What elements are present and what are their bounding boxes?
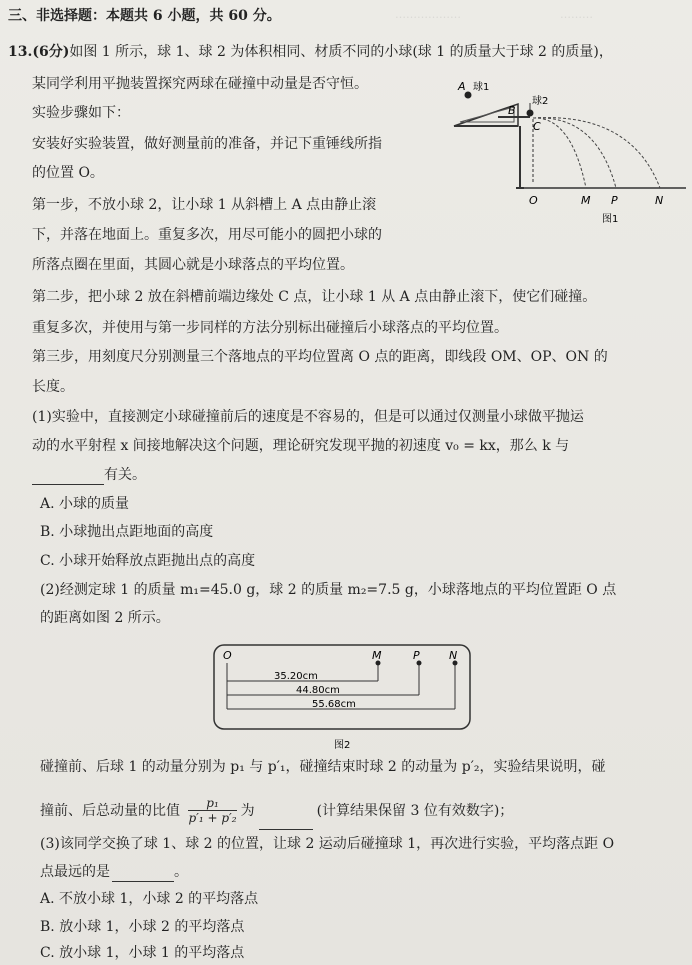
part-1-text-3: 有关。 [32,465,146,485]
part-3-option-c: C. 放小球 1，小球 1 的平均落点 [40,945,245,961]
trajectory-n [533,118,660,188]
answer-blank-2[interactable] [259,829,313,830]
part-3-option-a: A. 不放小球 1，小球 2 的平均落点 [40,891,259,907]
part-2-text-2: 的距离如图 2 所示。 [40,610,170,626]
ramp-inner [460,107,514,122]
answer-blank-3[interactable] [112,881,174,882]
option-b: B. 小球抛出点距地面的高度 [40,524,214,540]
ball-1-marker [465,92,472,99]
fig2-label-n: N [449,649,458,662]
setup-text-2: 的位置 O。 [32,165,104,181]
distance-on: 55.68cm [312,699,356,710]
step-3-text: 第三步，用刻度尺分别测量三个落地点的平均位置离 O 点的距离，即线段 OM、OP、ON 的 [32,349,608,365]
distance-om: 35.20cm [274,671,318,682]
step-3-text-2: 长度。 [32,379,74,395]
question-13-intro-2: 某同学利用平抛装置探究两球在碰撞中动量是否守恒。 [32,76,368,92]
part-2-ratio-line: 撞前、后总动量的比值 $\frac{\text{p₁}}{\text{p′₁ + p′₂}}$ 为 (计算结果保留 3 位有效数字)； [40,792,513,830]
part-3-option-b: B. 放小球 1，小球 2 的平均落点 [40,919,245,935]
label-ball-1: 球1 [473,82,490,93]
label-a: A [458,80,466,93]
figure-2-distances [212,643,474,755]
part-2-text-3: 碰撞前、后球 1 的动量分别为 p₁ 与 p′₁，碰撞结束时球 2 的动量为 p′₂，实验结果说明，碰 [40,759,606,775]
figure-1-apparatus [436,78,692,230]
step-1-text-2: 下，并落在地面上。重复多次，用尽可能小的圆把小球的 [32,227,382,243]
label-ball-2: 球2 [532,96,549,107]
option-a: A. 小球的质量 [40,496,130,512]
fig2-label-m: M [372,649,382,662]
figure-2-frame [214,645,470,729]
part-3-text-2: 点最远的是 。 [40,864,188,880]
figure-1-caption: 图1 [602,214,619,225]
label-b: B [508,104,516,117]
label-o: O [529,194,538,207]
option-c: C. 小球开始释放点距抛出点的高度 [40,553,256,569]
ball-2-marker [527,110,534,117]
step-2-text: 第二步，把小球 2 放在斜槽前端边缘处 C 点，让小球 1 从 A 点由静止滚下，使它们碰撞。 [32,289,597,305]
step-1-text: 第一步，不放小球 2，让小球 1 从斜槽上 A 点由静止滚 [32,197,377,213]
part-3-text: (3)该同学交换了球 1、球 2 的位置，让球 2 运动后碰撞球 1，再次进行实验，平均落点距 O [40,836,615,852]
bleed-through-text: ……………… [395,8,461,21]
part-1-text-2: 动的水平射程 x 间接地解决这个问题，理论研究发现平抛的初速度 v₀ = kx，那么 k 与 [32,438,570,454]
question-number: 13.(6分) [8,44,70,60]
figure-2-caption: 图2 [334,740,351,751]
trajectory-p [533,118,616,188]
step-1-text-3: 所落点圈在里面，其圆心就是小球落点的平均位置。 [32,257,354,273]
label-c: C [533,120,541,133]
label-p: P [611,194,618,207]
steps-title: 实验步骤如下： [32,105,130,121]
label-n: N [655,194,664,207]
fig2-label-p: P [413,649,420,662]
fig2-label-o: O [223,649,232,662]
distance-op: 44.80cm [296,685,340,696]
section-header: 三、非选择题：本题共 6 小题，共 60 分。 [8,8,281,24]
bleed-through-text: ……… [560,8,593,21]
answer-blank-1[interactable] [32,484,104,485]
momentum-ratio: $\frac{\text{p₁}}{\text{p′₁ + p′₂}}$ [188,796,237,825]
question-13-intro: 13.(6分)如图 1 所示，球 1、球 2 为体积相同、材质不同的小球(球 1 的质量大于球 2 的质量)， [8,44,613,60]
setup-text: 安装好实验装置，做好测量前的准备，并记下重锤线所指 [32,136,382,152]
label-m: M [581,194,591,207]
part-1-text: (1)实验中，直接测定小球碰撞前后的速度是不容易的，但是可以通过仅测量小球做平抛运 [32,409,584,425]
step-2-text-2: 重复多次，并使用与第一步同样的方法分别标出碰撞后小球落点的平均位置。 [32,320,508,336]
part-2-text: (2)经测定球 1 的质量 m₁=45.0 g，球 2 的质量 m₂=7.5 g，小球落地点的平均位置距 O 点 [40,582,617,598]
